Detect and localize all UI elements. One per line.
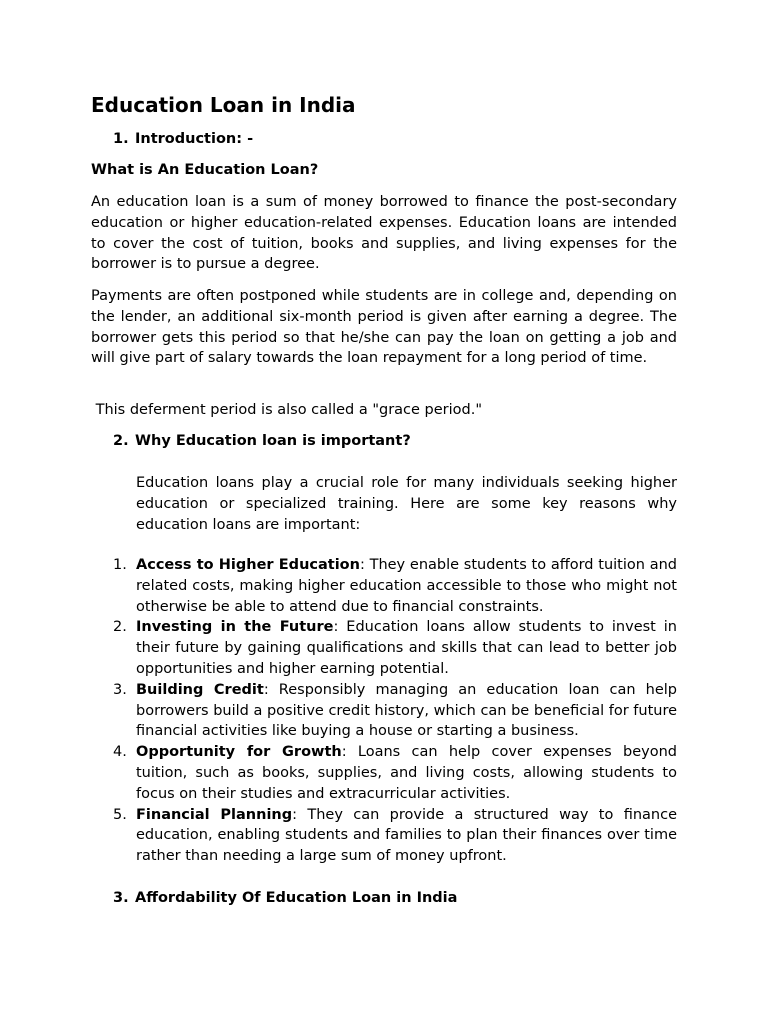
reason-item: [113, 617, 677, 679]
reason-number: 1.: [113, 557, 127, 573]
section-heading-importance: [113, 431, 411, 451]
grace-period-note: This deferment period is also called a "grace period.": [91, 402, 483, 418]
section-number: 1.: [113, 131, 129, 147]
importance-intro-paragraph: Education loans play a crucial role for many individuals seeking higher education or specialized training. Here are some key reasons why education loans are important:: [136, 475, 677, 533]
reason-text: : Responsibly managing an education loan can help borrowers build a positive credit history, which can be beneficial for future financial activities like buying a house or starting a business.: [136, 681, 678, 740]
reason-number: 2.: [113, 619, 127, 636]
section-heading-introduction: [113, 129, 253, 149]
reason-item: [113, 805, 677, 867]
reasons-list: [113, 555, 677, 867]
reason-text: : They can provide a structured way to finance education, enabling students and families to plan their finances over time rather than needing a large sum of money upfront.: [136, 806, 677, 865]
section-heading-text: Why Education loan is important?: [135, 433, 411, 449]
intro-paragraph-2: Payments are often postponed while students are in college and, depending on the lender, an additional six-month period is given after earning a degree. The borrower gets this period so that he/she can pay the loan on getting a job and will give part of salary towards the loan repayment for a long period of time.: [91, 288, 677, 367]
reason-term: Building Credit: [136, 681, 264, 698]
document-title: Education Loan in India: [91, 93, 356, 117]
reason-term: Access to Higher Education: [136, 557, 360, 573]
reason-text: : Education loans allow students to invest in their future by gaining qualifications and skills that can lead to better job opportunities and higher earning potential.: [136, 619, 677, 677]
reason-item: [113, 555, 677, 617]
reason-item: [113, 742, 677, 804]
reason-text: : Loans can help cover expenses beyond tuition, such as books, supplies, and living costs, allowing students to focus on their studies and extracurricular activities.: [136, 744, 677, 802]
intro-subheading: What is An Education Loan?: [91, 162, 319, 178]
section-heading-text: Affordability Of Education Loan in India: [135, 890, 458, 906]
reason-text: : They enable students to afford tuition and related costs, making higher education accessible to those who might not otherwise be able to attend due to financial constraints.: [136, 557, 677, 615]
reason-term: Investing in the Future: [136, 619, 334, 636]
reason-term: Opportunity for Growth: [136, 744, 342, 761]
reason-number: 5.: [113, 806, 127, 823]
intro-paragraph-1: An education loan is a sum of money borrowed to finance the post-secondary education or higher education-related expenses. Education loans are intended to cover the cost of tuition, books and supplies, and living expenses for the borrower is to pursue a degree.: [91, 194, 677, 273]
reason-item: [113, 680, 677, 742]
reason-number: 3.: [113, 681, 127, 698]
section-heading-affordability: [113, 888, 457, 908]
reason-term: Financial Planning: [136, 806, 293, 823]
reason-number: 4.: [113, 744, 127, 761]
section-number: 3.: [113, 890, 129, 906]
section-number: 2.: [113, 433, 129, 449]
section-heading-text: Introduction: -: [135, 131, 254, 147]
